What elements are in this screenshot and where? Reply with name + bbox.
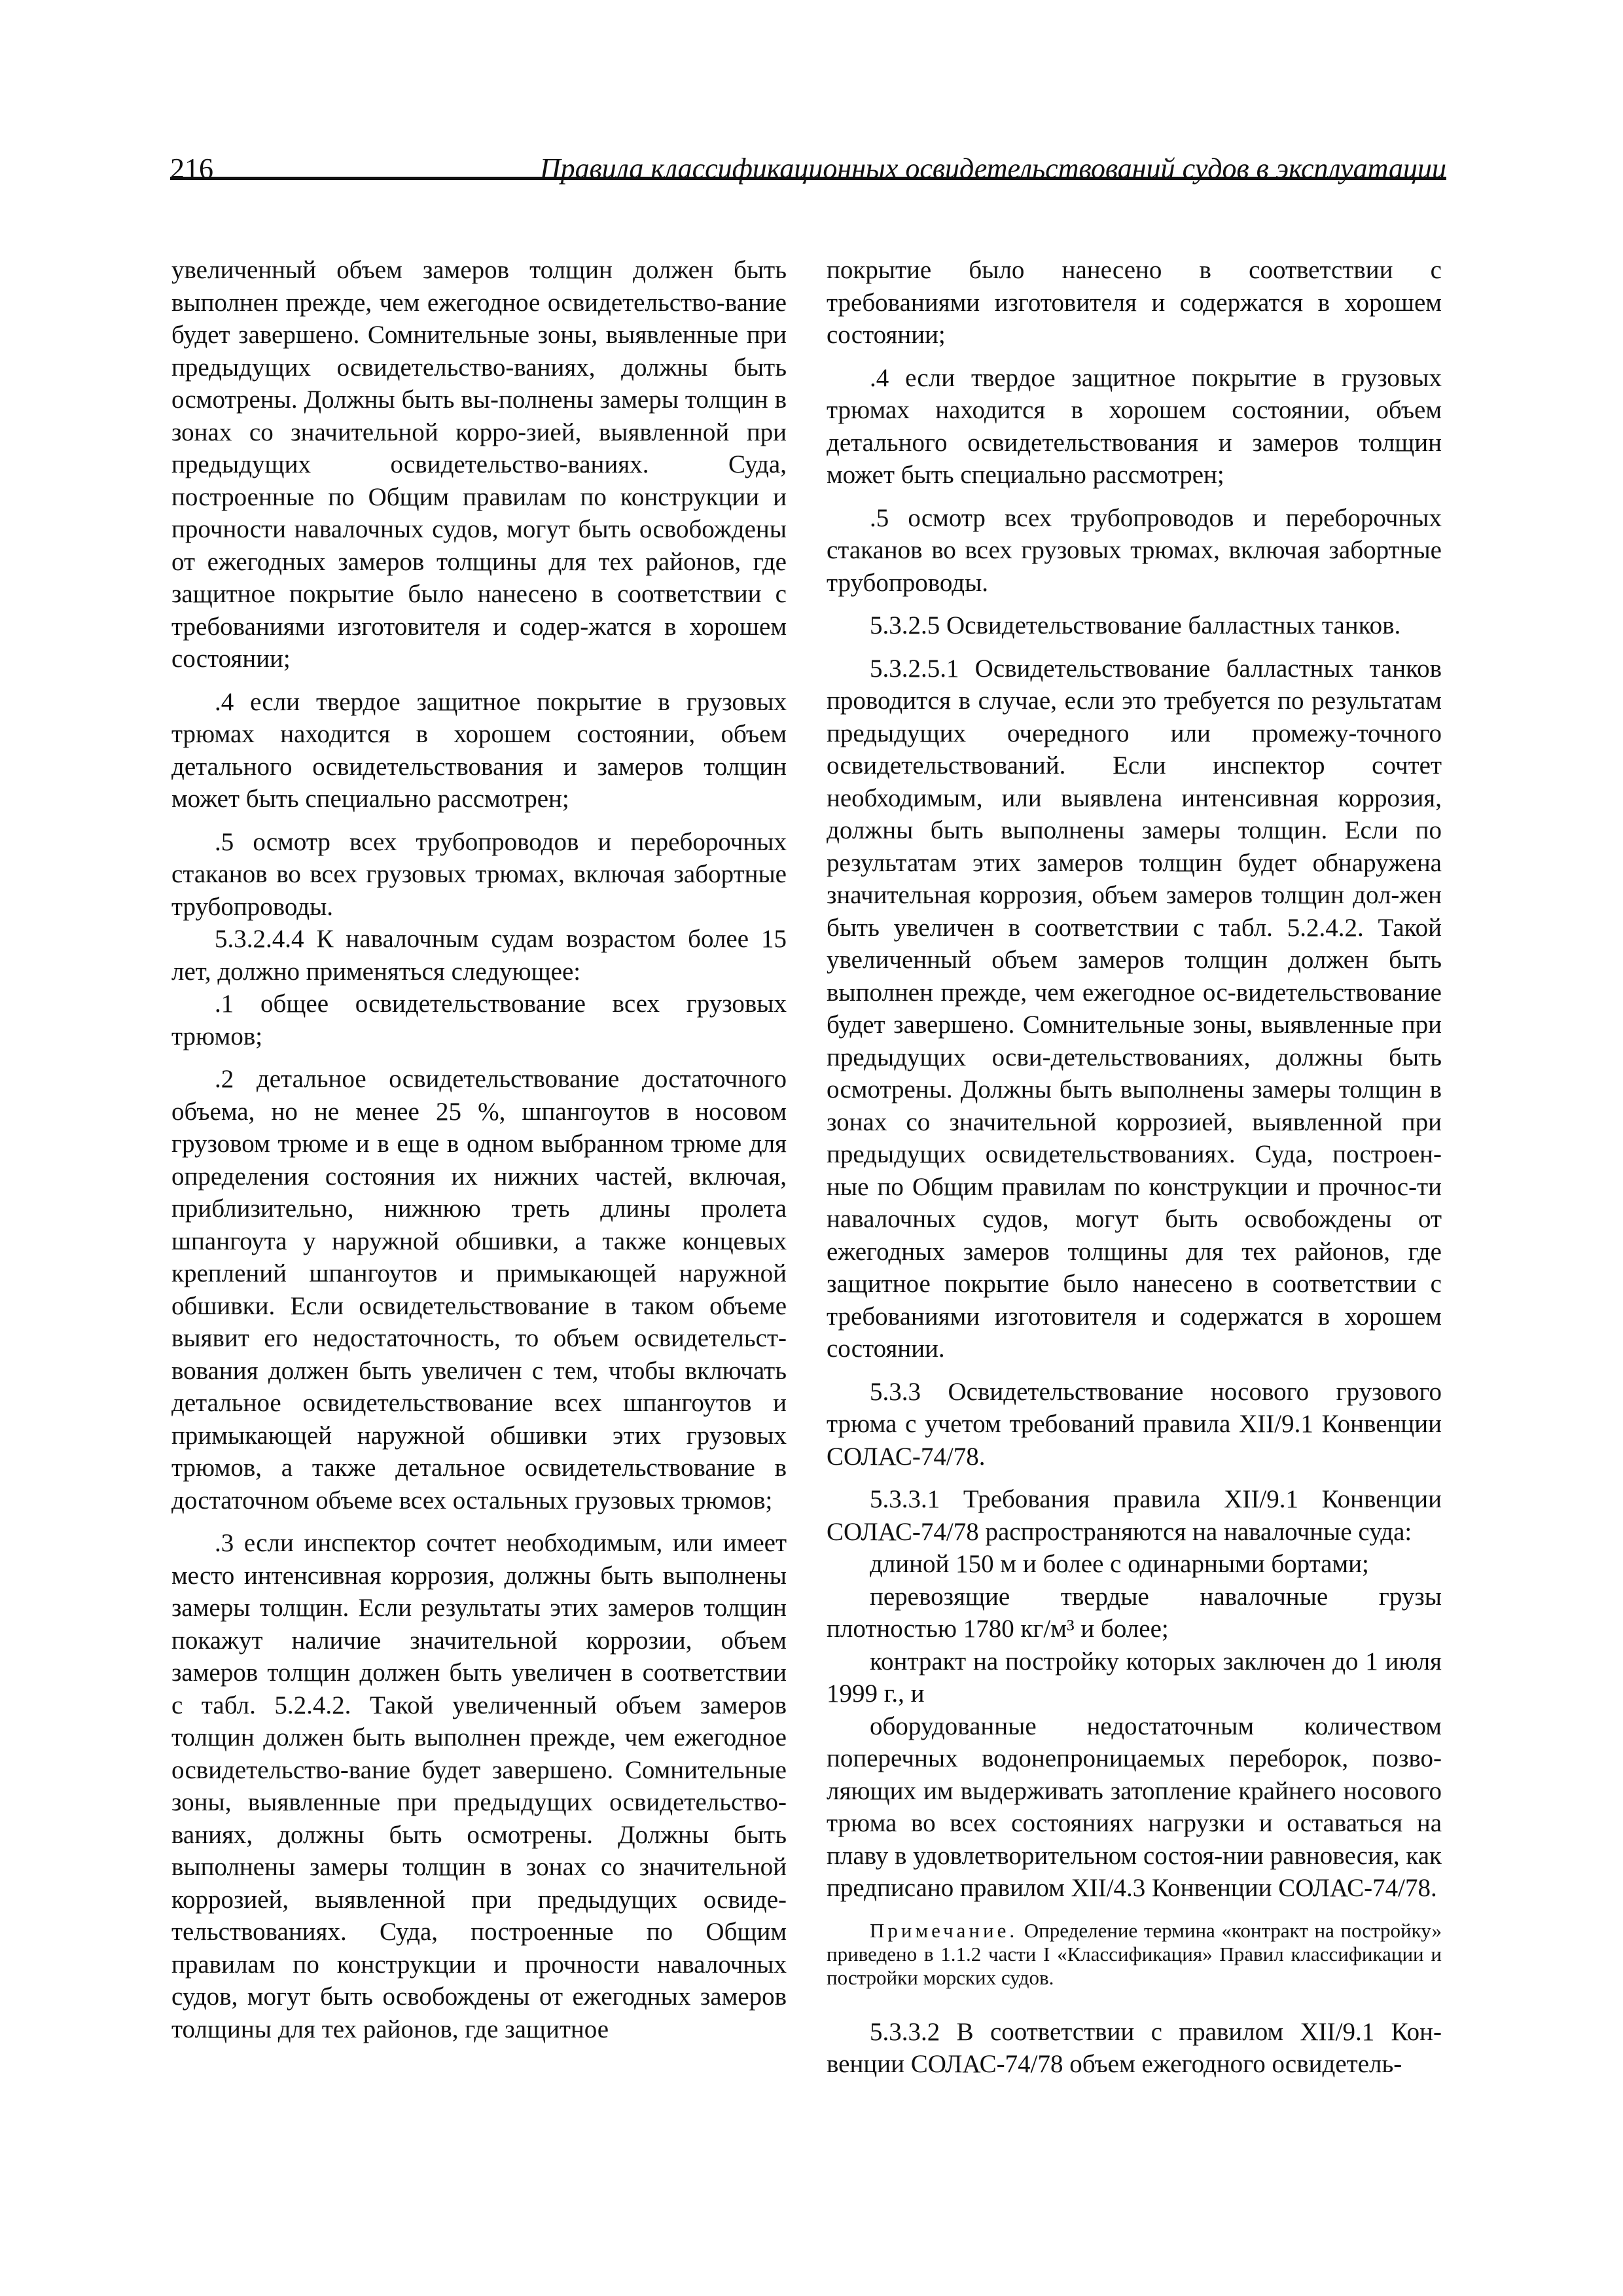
- paragraph: контракт на постройку которых заключен до 1 июля 1999 г., и: [827, 1647, 1442, 1708]
- paragraph: 5.3.2.5.1 Освидетельствование балластных танков проводится в случае, если это требуется по результатам предыдущих очередного или промежу-точного освидетельствований. Если инспектор сочтет необходимым, или выявлена интенсивная коррозия, должны быть выполнены замеры толщин. Если по результатам этих замеров толщин будет обнаружена значительная коррозия, объем замеров толщин дол-жен быть увеличен в соответствии с табл. 5.2.4.2. Такой увеличенный объем замеров толщин должен быть выполнен прежде, чем ежегодное ос-видетельствование будет завершено. Сомнительные зоны, выявленные при предыдущих осви-детельствованиях, должны быть осмотрены. Должны быть выполнены замеры толщин в зонах со значительной коррозией, выявленной при предыдущих освидетельствованиях. Суда, построен-ные по Общим правилам по конструкции и прочнос-ти навалочных судов, могут быть освобождены от ежегодных замеров толщины для тех районов, где защитное покрытие было нанесено в соответствии с требованиями изготовителя и содержатся в хорошем состоянии.: [827, 654, 1442, 1363]
- paragraph: перевозящие твердые навалочные грузы плотностью 1780 кг/м³ и более;: [827, 1582, 1442, 1643]
- paragraph: оборудованные недостаточным количеством поперечных водонепроницаемых переборок, позво-ляющих им выдерживать затопление крайнего носового трюма во всех состояниях нагрузки и оставаться на плаву в удовлетворительном состоя-нии равновесия, как предписано правилом XII/4.3 Конвенции СОЛАС-74/78.: [827, 1712, 1442, 1902]
- left-column: [171, 254, 787, 2045]
- paragraph: 5.3.3 Освидетельствование носового грузового трюма с учетом требований правила XII/9.1 Конвенции СОЛАС-74/78.: [827, 1377, 1442, 1471]
- paragraph: .4 если твердое защитное покрытие в грузовых трюмах находится в хорошем состоянии, объем детального освидетельствования и замеров толщин может быть специально рассмотрен;: [827, 363, 1442, 489]
- note-text: Определение термина «контракт на постройку» приведено в 1.1.2 части I «Классификация» Правил классификации и постройки морских судов.: [827, 1918, 1442, 1989]
- paragraph: .5 осмотр всех трубопроводов и переборочных стаканов во всех грузовых трюмах, включая забортные трубопроводы.: [827, 503, 1442, 597]
- paragraph: .1 общее освидетельствование всех грузовых трюмов;: [171, 990, 787, 1050]
- paragraph: 5.3.3.1 Требования правила XII/9.1 Конвенции СОЛАС-74/78 распространяются на навалочные суда:: [827, 1485, 1442, 1546]
- paragraph: 5.3.2.4.4 К навалочным судам возрастом более 15 лет, должно применяться следующее:: [171, 925, 787, 986]
- note-lead: Примечание.: [870, 1918, 1018, 1942]
- paragraph: .2 детальное освидетельствование достаточного объема, но не менее 25 %, шпангоутов в носовом грузовом трюме и в еще в одном выбранном трюме для определения состояния их нижних частей, включая, приблизительно, нижнюю треть длины пролета шпангоута у наружной обшивки, а также концевых креплений шпангоутов и примыкающей наружной обшивки. Если освидетельствование в таком объеме выявит его недостаточность, то объем освидетельст-вования должен быть увеличен с тем, чтобы включать детальное освидетельствование всех шпангоутов и примыкающей наружной обшивки этих грузовых трюмов, а также детальное освидетельствование в достаточном объеме всех остальных грузовых трюмов;: [171, 1065, 787, 1515]
- paragraph: .3 если инспектор сочтет необходимым, или имеет место интенсивная коррозия, должны быть выполнены замеры толщин. Если результаты этих замеров толщин покажут наличие значительной коррозии, объем замеров толщин должен быть увеличен в соответствии с табл. 5.2.4.2. Такой увеличенный объем замеров толщин должен быть выполнен прежде, чем ежегодное освидетельство-вание будет завершено. Сомнительные зоны, выявленные при предыдущих освидетельство-ваниях, должны быть осмотрены. Должны быть выполнены замеры толщин в зонах со значительной коррозией, выявленной при предыдущих освиде-тельствованиях. Суда, построенные по Общим правилам по конструкции и прочности навалочных судов, могут быть освобождены от ежегодных замеров толщины для тех районов, где защитное: [171, 1529, 787, 2043]
- paragraph: 5.3.2.5 Освидетельствование балластных танков.: [870, 611, 1401, 639]
- header-rule: [170, 177, 1446, 180]
- right-column: [827, 254, 1442, 2081]
- page-number: 216: [170, 152, 213, 185]
- footnote: [827, 1919, 1442, 1990]
- paragraph: 5.3.3.2 В соответствии с правилом XII/9.1 Кон-венции СОЛАС-74/78 объем ежегодного освидетель-: [827, 2017, 1442, 2078]
- paragraph: .4 если твердое защитное покрытие в грузовых трюмах находится в хорошем состоянии, объем детального освидетельствования и замеров толщин может быть специально рассмотрен;: [171, 687, 787, 813]
- paragraph: длиной 150 м и более с одинарными бортами;: [870, 1550, 1369, 1578]
- paragraph: .5 осмотр всех трубопроводов и переборочных стаканов во всех грузовых трюмах, включая забортные трубопроводы.: [171, 827, 787, 921]
- running-title: Правила классификационных освидетельствований судов в эксплуатации: [539, 152, 1446, 185]
- paragraph: покрытие было нанесено в соответствии с требованиями изготовителя и содержатся в хорошем состоянии;: [827, 256, 1442, 349]
- paragraph: увеличенный объем замеров толщин должен быть выполнен прежде, чем ежегодное освидетельство-вание будет завершено. Сомнительные зоны, выявленные при предыдущих освидетельство-ваниях, должны быть осмотрены. Должны быть вы-полнены замеры толщин в зонах со значительной корро-зией, выявленной при предыдущих освидетельство-ваниях. Суда, построенные по Общим правилам по конструкции и прочности навалочных судов, могут быть освобождены от ежегодных замеров толщины для тех районов, где защитное покрытие было нанесено в соответствии с требованиями изготовителя и содер-жатся в хорошем состоянии;: [171, 256, 787, 673]
